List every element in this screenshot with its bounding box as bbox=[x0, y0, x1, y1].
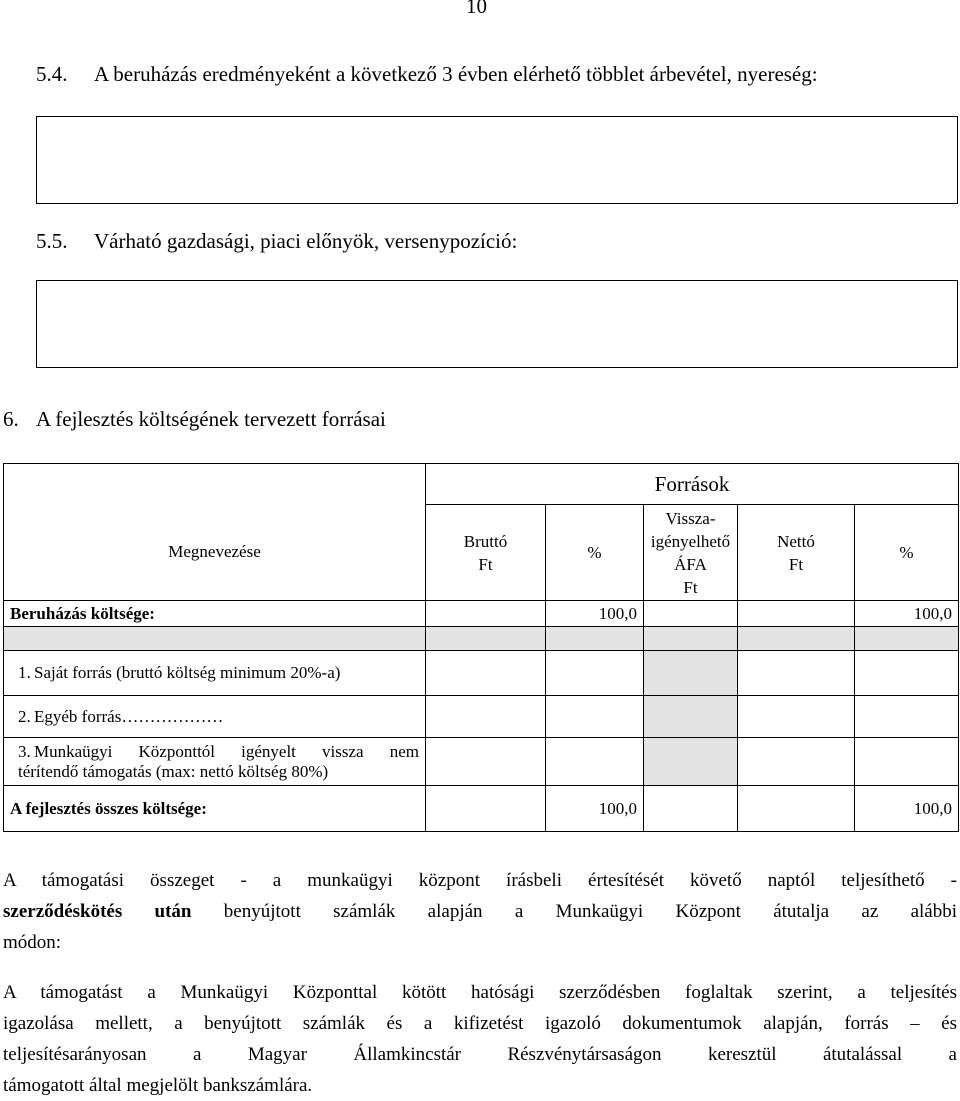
table-row bbox=[4, 601, 959, 627]
cell-pct2[interactable] bbox=[855, 738, 959, 786]
spacer-cell bbox=[546, 627, 644, 651]
row-number: 2. bbox=[18, 706, 31, 726]
cell-pct2: 100,0 bbox=[855, 786, 959, 832]
cell-gross[interactable] bbox=[426, 651, 546, 696]
cell-net[interactable] bbox=[738, 601, 855, 627]
col-header-gross bbox=[426, 505, 546, 601]
cell-net[interactable] bbox=[738, 696, 855, 738]
paragraph-line: teljesítésarányosan a Magyar Államkincstár Részvénytársaságon keresztül átutalással a bbox=[3, 1044, 957, 1065]
spacer-cell bbox=[644, 627, 738, 651]
col-header-vat-line: Vissza- bbox=[665, 508, 716, 528]
paragraph-line: támogatott által megjelölt bankszámlára. bbox=[3, 1075, 313, 1096]
cell-vat-shaded bbox=[644, 696, 738, 738]
cell-gross[interactable] bbox=[426, 696, 546, 738]
answer-box-5-5[interactable] bbox=[36, 280, 958, 368]
row-number: 3. bbox=[18, 741, 31, 761]
paragraph-line bbox=[3, 896, 957, 927]
section-5-4-heading bbox=[36, 62, 818, 87]
paragraph-text: benyújtott számlák alapján a Munkaügyi Központ átutalja az alábbi bbox=[191, 901, 957, 922]
row-label-investment-cost: Beruházás költsége: bbox=[4, 601, 426, 627]
row-label-other-source bbox=[4, 696, 426, 738]
emphasis-text: szerződéskötés után bbox=[3, 901, 192, 922]
col-header-gross-line: Bruttó bbox=[463, 531, 508, 551]
cell-net[interactable] bbox=[738, 786, 855, 832]
cell-pct1[interactable] bbox=[546, 696, 644, 738]
transfer-paragraph bbox=[3, 977, 957, 1101]
cell-gross[interactable] bbox=[426, 738, 546, 786]
sources-group-header: Források bbox=[426, 464, 959, 505]
col-header-vat bbox=[644, 505, 738, 601]
cell-vat-shaded bbox=[644, 651, 738, 696]
page-number: 10 bbox=[466, 0, 487, 18]
cell-pct1[interactable] bbox=[546, 738, 644, 786]
paragraph-line: módon: bbox=[3, 932, 62, 953]
cell-net[interactable] bbox=[738, 651, 855, 696]
cell-pct2[interactable] bbox=[855, 696, 959, 738]
col-header-pct1: % bbox=[546, 505, 644, 601]
cell-pct1: 100,0 bbox=[546, 601, 644, 627]
cell-vat[interactable] bbox=[644, 786, 738, 832]
spacer-cell bbox=[4, 627, 426, 651]
section-5-5-heading bbox=[36, 229, 517, 254]
section-6-heading bbox=[3, 407, 386, 432]
col-header-name: Megnevezése bbox=[4, 505, 426, 601]
section-title: Várható gazdasági, piaci előnyök, versenypozíció: bbox=[94, 229, 518, 253]
spacer-cell bbox=[855, 627, 959, 651]
table-row bbox=[4, 651, 959, 696]
table-row bbox=[4, 696, 959, 738]
row-number: 1. bbox=[18, 663, 31, 682]
col-header-net-line: Nettó bbox=[777, 531, 815, 551]
section-number: 5.4. bbox=[36, 62, 68, 86]
cell-pct1[interactable] bbox=[546, 651, 644, 696]
col-header-net-unit: Ft bbox=[788, 554, 804, 574]
funding-sources-table bbox=[3, 463, 959, 832]
answer-box-5-4[interactable] bbox=[36, 116, 958, 204]
table-row bbox=[4, 786, 959, 832]
cell-pct2[interactable] bbox=[855, 651, 959, 696]
support-label-line2: térítendő támogatás (max: nettó költség 80%) bbox=[18, 761, 329, 781]
col-header-gross-unit: Ft bbox=[478, 554, 493, 574]
cell-net[interactable] bbox=[738, 738, 855, 786]
row-label-own-source bbox=[4, 651, 426, 696]
row-label-support bbox=[4, 738, 426, 786]
paragraph-line: igazolása mellett, a benyújtott számlák és a kifizetést igazoló dokumentumok alapján, forrás – és bbox=[3, 1013, 957, 1034]
row-label-total: A fejlesztés összes költsége: bbox=[4, 786, 426, 832]
cell-pct1: 100,0 bbox=[546, 786, 644, 832]
col-header-vat-unit: Ft bbox=[683, 577, 698, 597]
col-header-net bbox=[738, 505, 855, 601]
section-number: 6. bbox=[3, 407, 19, 431]
cell-vat[interactable] bbox=[644, 601, 738, 627]
row-label-text: Saját forrás (bruttó költség minimum 20%-a) bbox=[34, 663, 341, 682]
cell-vat-shaded bbox=[644, 738, 738, 786]
table-row bbox=[4, 738, 959, 786]
row-label-text: Egyéb forrás……………… bbox=[34, 706, 224, 726]
section-number: 5.5. bbox=[36, 229, 68, 253]
support-label-line1 bbox=[18, 742, 419, 762]
row-label-text: Munkaügyi Központtól igényelt vissza nem bbox=[34, 741, 419, 761]
table-row-spacer bbox=[4, 627, 959, 651]
cell-gross[interactable] bbox=[426, 601, 546, 627]
col-header-pct2: % bbox=[855, 505, 959, 601]
payment-paragraph bbox=[3, 865, 957, 958]
cell-pct2: 100,0 bbox=[855, 601, 959, 627]
section-title: A fejlesztés költségének tervezett forrásai bbox=[36, 407, 386, 431]
col-header-vat-line: ÁFA bbox=[674, 554, 707, 574]
table-header-blank bbox=[4, 464, 426, 505]
cell-gross[interactable] bbox=[426, 786, 546, 832]
spacer-cell bbox=[738, 627, 855, 651]
paragraph-line: A támogatást a Munkaügyi Központtal kötött hatósági szerződésben foglaltak szerint, a teljesítés bbox=[3, 982, 957, 1003]
col-header-vat-line: igényelhető bbox=[650, 531, 731, 551]
spacer-cell bbox=[426, 627, 546, 651]
section-title: A beruházás eredményeként a következő 3 évben elérhető többlet árbevétel, nyereség: bbox=[94, 62, 818, 86]
paragraph-line: A támogatási összeget - a munkaügyi központ írásbeli értesítését követő naptól teljesíthető - bbox=[3, 870, 957, 891]
